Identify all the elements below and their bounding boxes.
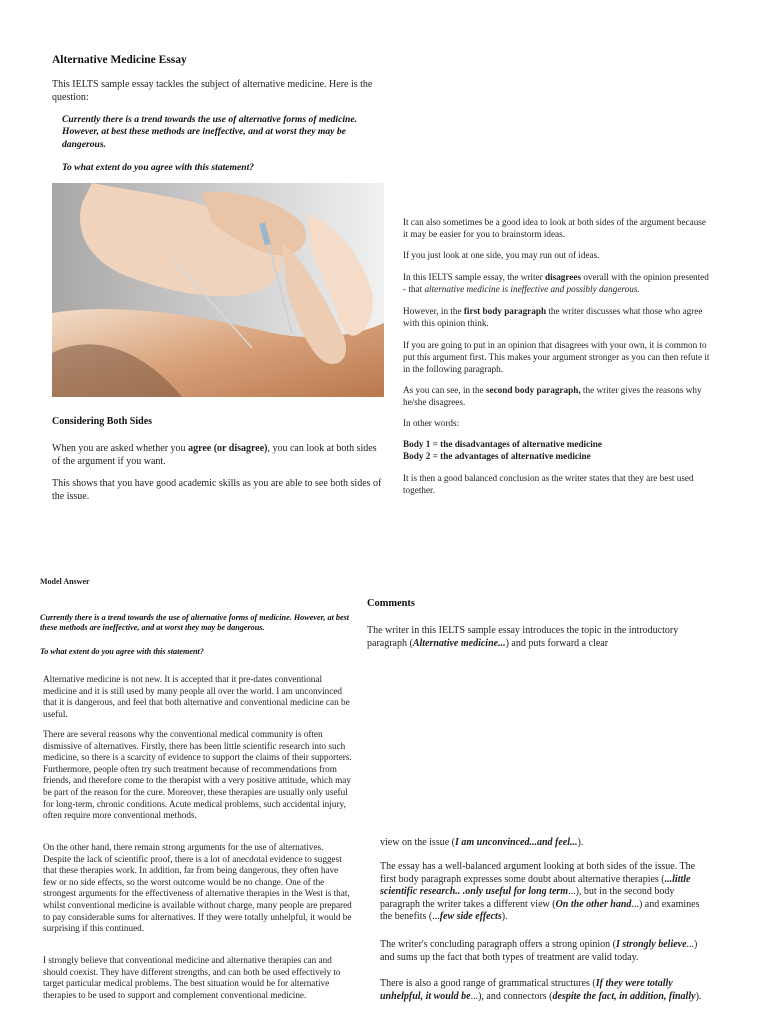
considering-paragraph-2: This shows that you have good academic skills as you are able to see both sides of the issue. (52, 478, 382, 502)
right-paragraph-8: It is then a good balanced conclusion as the writer states that they are best used together. (403, 473, 694, 495)
comment-2: view on the issue (I am unconvinced...and feel...). (380, 837, 584, 848)
considering-heading: Considering Both Sides (52, 416, 153, 427)
considering-paragraph-1: When you are asked whether you agree (or disagree), you can look at both sides of the argument if you want. (52, 443, 377, 467)
model-question-prompt: To what extent do you agree with this statement? (40, 647, 204, 656)
intro-text: This IELTS sample essay tackles the subject of alternative medicine. Here is the question: (52, 79, 373, 103)
comment-1: The writer in this IELTS sample essay introduces the topic in the introductory paragraph (Alternative medicine...) and puts forward a clear (367, 625, 679, 649)
comment-4: The writer's concluding paragraph offers a strong opinion (I strongly believe...) and sums up the fact that both types of treatment are valid today. (380, 939, 698, 963)
comment-3: The essay has a well-balanced argument looking at both sides of the issue. The first body paragraph expresses some doubt about alternative therapies (...little scientific research.. .only useful for long term...), but in the second body paragraph the writer takes a different view (On the other hand...) and examines the benefits (...few side effects). (380, 861, 700, 923)
comments-heading: Comments (367, 598, 415, 609)
model-paragraph-2: There are several reasons why the conventional medical community is often dismissive of alternatives. Firstly, there has been little scientific research into such medicine, so there is a scarcity of evidence to support the claims of their supporters. Furthermore, people often try such treatment because of recommendations from friends, and therefore come to the therapist with a very positive attitude, which may be part of the reason for the cure. Moreover, these therapies are usually only useful for long-term, chronic conditions. Acute medical problems, such accidental injury, often require more conventional methods. (43, 729, 352, 821)
question-statement: Currently there is a trend towards the use of alternative forms of medicine. However, at best these methods are ineffective, and at worst they may be dangerous. (62, 114, 358, 150)
model-paragraph-1: Alternative medicine is not new. It is accepted that it pre-dates conventional medicine and it is still used by many people all over the world. I am unconvinced that it is dangerous, and feel that both alternative and conventional medicine can be useful. (43, 674, 350, 719)
right-paragraph-7: In other words: (403, 418, 460, 428)
model-answer-label: Model Answer (40, 577, 90, 586)
right-paragraph-6: As you can see, in the second body paragraph, the writer gives the reasons why he/she disagrees. (403, 385, 702, 407)
right-paragraph-4: However, in the first body paragraph the writer discusses what those who agree with this opinion think. (403, 306, 703, 328)
acupuncture-photo (52, 183, 384, 397)
right-paragraph-3: In this IELTS sample essay, the writer disagrees overall with the opinion presented - that alternative medicine is ineffective and possibly dangerous. (403, 272, 709, 294)
right-paragraph-1: It can also sometimes be a good idea to look at both sides of the argument because it may be easier for you to brainstorm ideas. (403, 217, 706, 239)
page-title: Alternative Medicine Essay (52, 54, 187, 66)
model-paragraph-3: On the other hand, there remain strong arguments for the use of alternatives. Despite the lack of scientific proof, there is a lot of anecdotal evidence to suggest that these therapies work. In addition, far from being dangerous, they often have few or no side effects, so the worst outcome would be no change. One of the strongest arguments for the effectiveness of alternative therapies in the West is that, whilst conventional medicine is available without charge, many people are prepared to pay considerable sums for alternatives. If they were totally unhelpful, it would be surprising if this continued. (43, 842, 352, 934)
model-paragraph-4: I strongly believe that conventional medicine and alternative therapies can and should coexist. They have different strengths, and can both be used effectively to target particular medical problems. The best situation would be for alternative therapies to be used to support and complement conventional medicine. (43, 955, 341, 1000)
body-2-summary: Body 2 = the advantages of alternative medicine (403, 451, 591, 461)
right-paragraph-2: If you just look at one side, you may run out of ideas. (403, 250, 600, 260)
right-paragraph-5: If you are going to put in an opinion that disagrees with your own, it is common to put this argument first. This makes your argument stronger as you can then refute it in the following paragraph. (403, 340, 710, 374)
question-prompt: To what extent do you agree with this statement? (62, 162, 255, 173)
body-1-summary: Body 1 = the disadvantages of alternative medicine (403, 439, 602, 449)
model-question-statement: Currently there is a trend towards the use of alternative forms of medicine. However, at best these methods are ineffective, and at worst they may be dangerous. (40, 613, 350, 633)
comment-5: There is also a good range of grammatical structures (If they were totally unhelpful, it would be...), and connectors (despite the fact, in addition, finally). (380, 978, 702, 1002)
